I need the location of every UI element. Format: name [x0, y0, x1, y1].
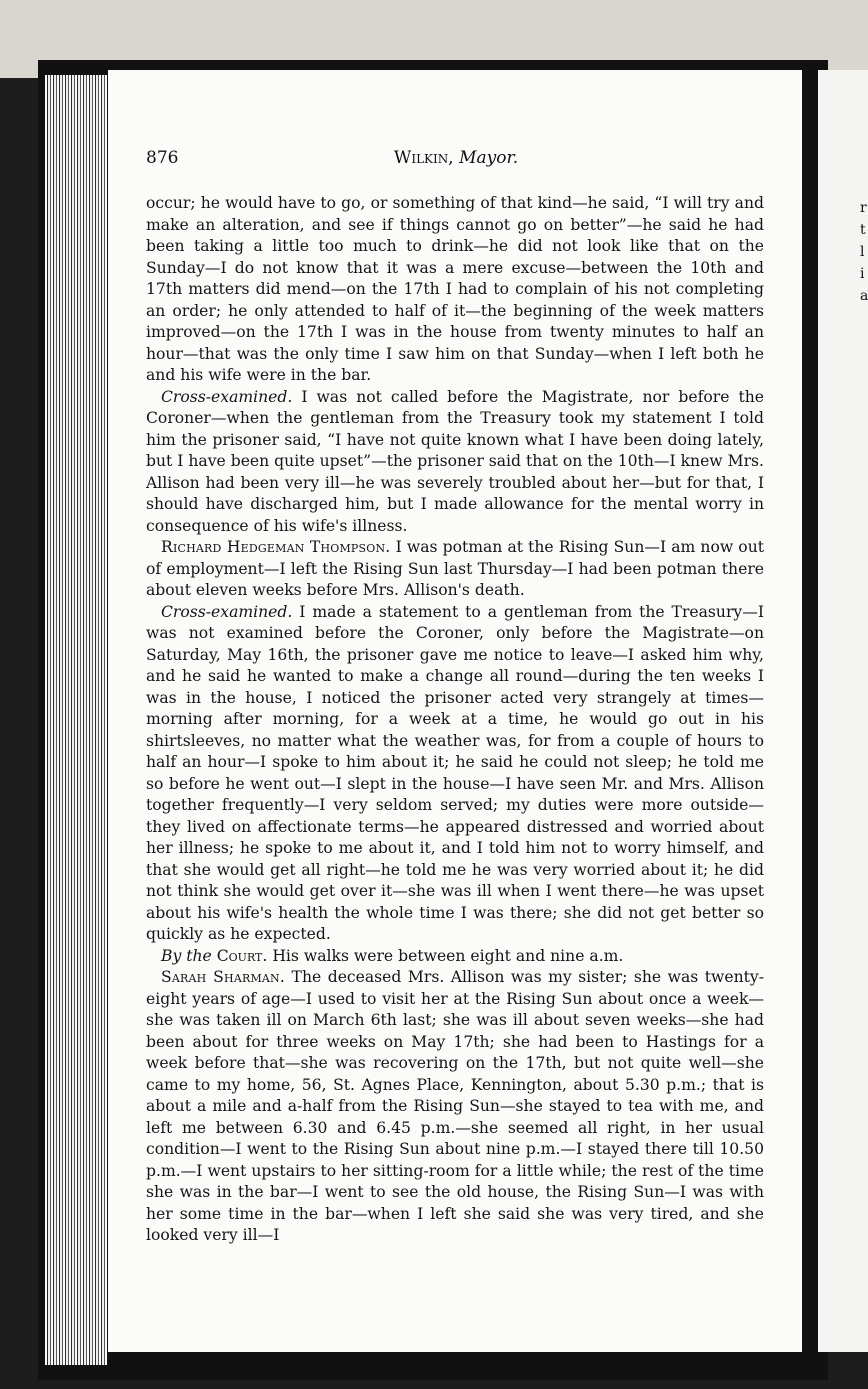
- paragraph-text: I was potman at the Rising Sun—I am now out of employment—I left the Rising Sun last Thursday—I had been potman there about eleven weeks before Mrs. Allison's death.: [146, 538, 764, 599]
- paragraph-lead: Cross-examined.: [161, 602, 293, 621]
- page-body: [146, 193, 764, 1247]
- paragraph-text: His walks were between eight and nine a.m.: [272, 946, 624, 965]
- paragraph: [146, 967, 764, 1247]
- paragraph: [146, 946, 764, 968]
- facing-page-fragment: r: [860, 200, 867, 216]
- paragraph: [146, 387, 764, 538]
- facing-page-edge: [818, 70, 868, 1352]
- page-number: 876: [146, 148, 179, 168]
- facing-page-fragment: t: [860, 222, 866, 238]
- paragraph: [146, 602, 764, 946]
- running-head-name: Wilkin,: [393, 148, 454, 168]
- facing-page-fragment: a: [860, 288, 868, 304]
- facing-page-fragment: l: [860, 244, 865, 260]
- page-header: [146, 146, 766, 174]
- paragraph-text: I was not called before the Magistrate, nor before the Coroner—when the gentleman from the Treasury took my statement I told him the prisoner said, “I have not quite known what I have been doing lately, but I have been quite upset”—the prisoner said that on the 10th—I knew Mrs. Allison had been very ill—he was severely troubled about her—but for that, I should have discharged him, but I made allowance for the mental worry in consequence of his wife's illness.: [146, 387, 764, 535]
- paragraph-lead-smallcaps: Court.: [216, 946, 268, 965]
- paragraph-lead: Cross-examined.: [161, 387, 293, 406]
- witness-name: Richard Hedgeman Thompson.: [161, 538, 391, 556]
- paragraph: [146, 193, 764, 387]
- facing-page-fragment: i: [860, 266, 865, 282]
- page-edges: [45, 75, 107, 1365]
- witness-name: Sarah Sharman.: [161, 968, 286, 986]
- paragraph-text: occur; he would have to go, or something of that kind—he said, “I will try and make an alteration, and see if things cannot go on better”—he said he had been taking a little too much to drink—he did not look like that on the Sunday—I do not know that it was a mere excuse—between the 10th and 17th matters did mend—on the 17th I had to complain of his not completing an order; he only attended to half of it—the beginning of the week matters improved—on the 17th I was in the house from twenty minutes to half an hour—that was the only time I saw him on that Sunday—when I left both he and his wife were in the bar.: [146, 194, 764, 384]
- paragraph-lead-italic: By the: [161, 946, 212, 965]
- paragraph: [146, 537, 764, 602]
- running-head: [146, 148, 766, 168]
- paragraph-text: The deceased Mrs. Allison was my sister; she was twenty-eight years of age—I used to visit her at the Rising Sun about once a week—she was taken ill on March 6th last; she was ill about seven weeks—she had been about for three weeks on May 17th; she had been to Hastings for a week before that—she was recovering on the 17th, but not quite well—she came to my home, 56, St. Agnes Place, Kennington, about 5.30 p.m.; that is about a mile and a-half from the Rising Sun—she stayed to tea with me, and left me between 6.30 and 6.45 p.m.—she seemed all right, in her usual condition—I went to the Rising Sun about nine p.m.—I stayed there till 10.50 p.m.—I went upstairs to her sitting-room for a little while; the rest of the time she was in the bar—I went to see the old house, the Rising Sun—I was with her some time in the bar—when I left she said she was very tired, and she looked very ill—I: [146, 968, 764, 1244]
- paragraph-text: I made a statement to a gentleman from the Treasury—I was not examined before the Coroner, only before the Magistrate—on Saturday, May 16th, the prisoner gave me notice to leave—I asked him why, and he said he wanted to make a change all round—during the ten weeks I was in the house, I noticed the prisoner acted very strangely at times—morning after morning, for a week at a time, he would go out in his shirtsleeves, no matter what the weather was, for from a couple of hours to half an hour—I spoke to him about it; he said he could not sleep; he told me so before he went out—I slept in the house—I have seen Mr. and Mrs. Allison together frequently—I very seldom served; my duties were more outside—they lived on affectionate terms—he appeared distressed and worried about her illness; he spoke to me about it, and I told him not to worry himself, and that she would get all right—he told me he was very worried about it; he did not think she would get over it—she was ill when I went there—he was upset about his wife's health the whole time I was there; she did not get better so quickly as he expected.: [146, 602, 764, 943]
- running-head-title: Mayor.: [459, 148, 519, 168]
